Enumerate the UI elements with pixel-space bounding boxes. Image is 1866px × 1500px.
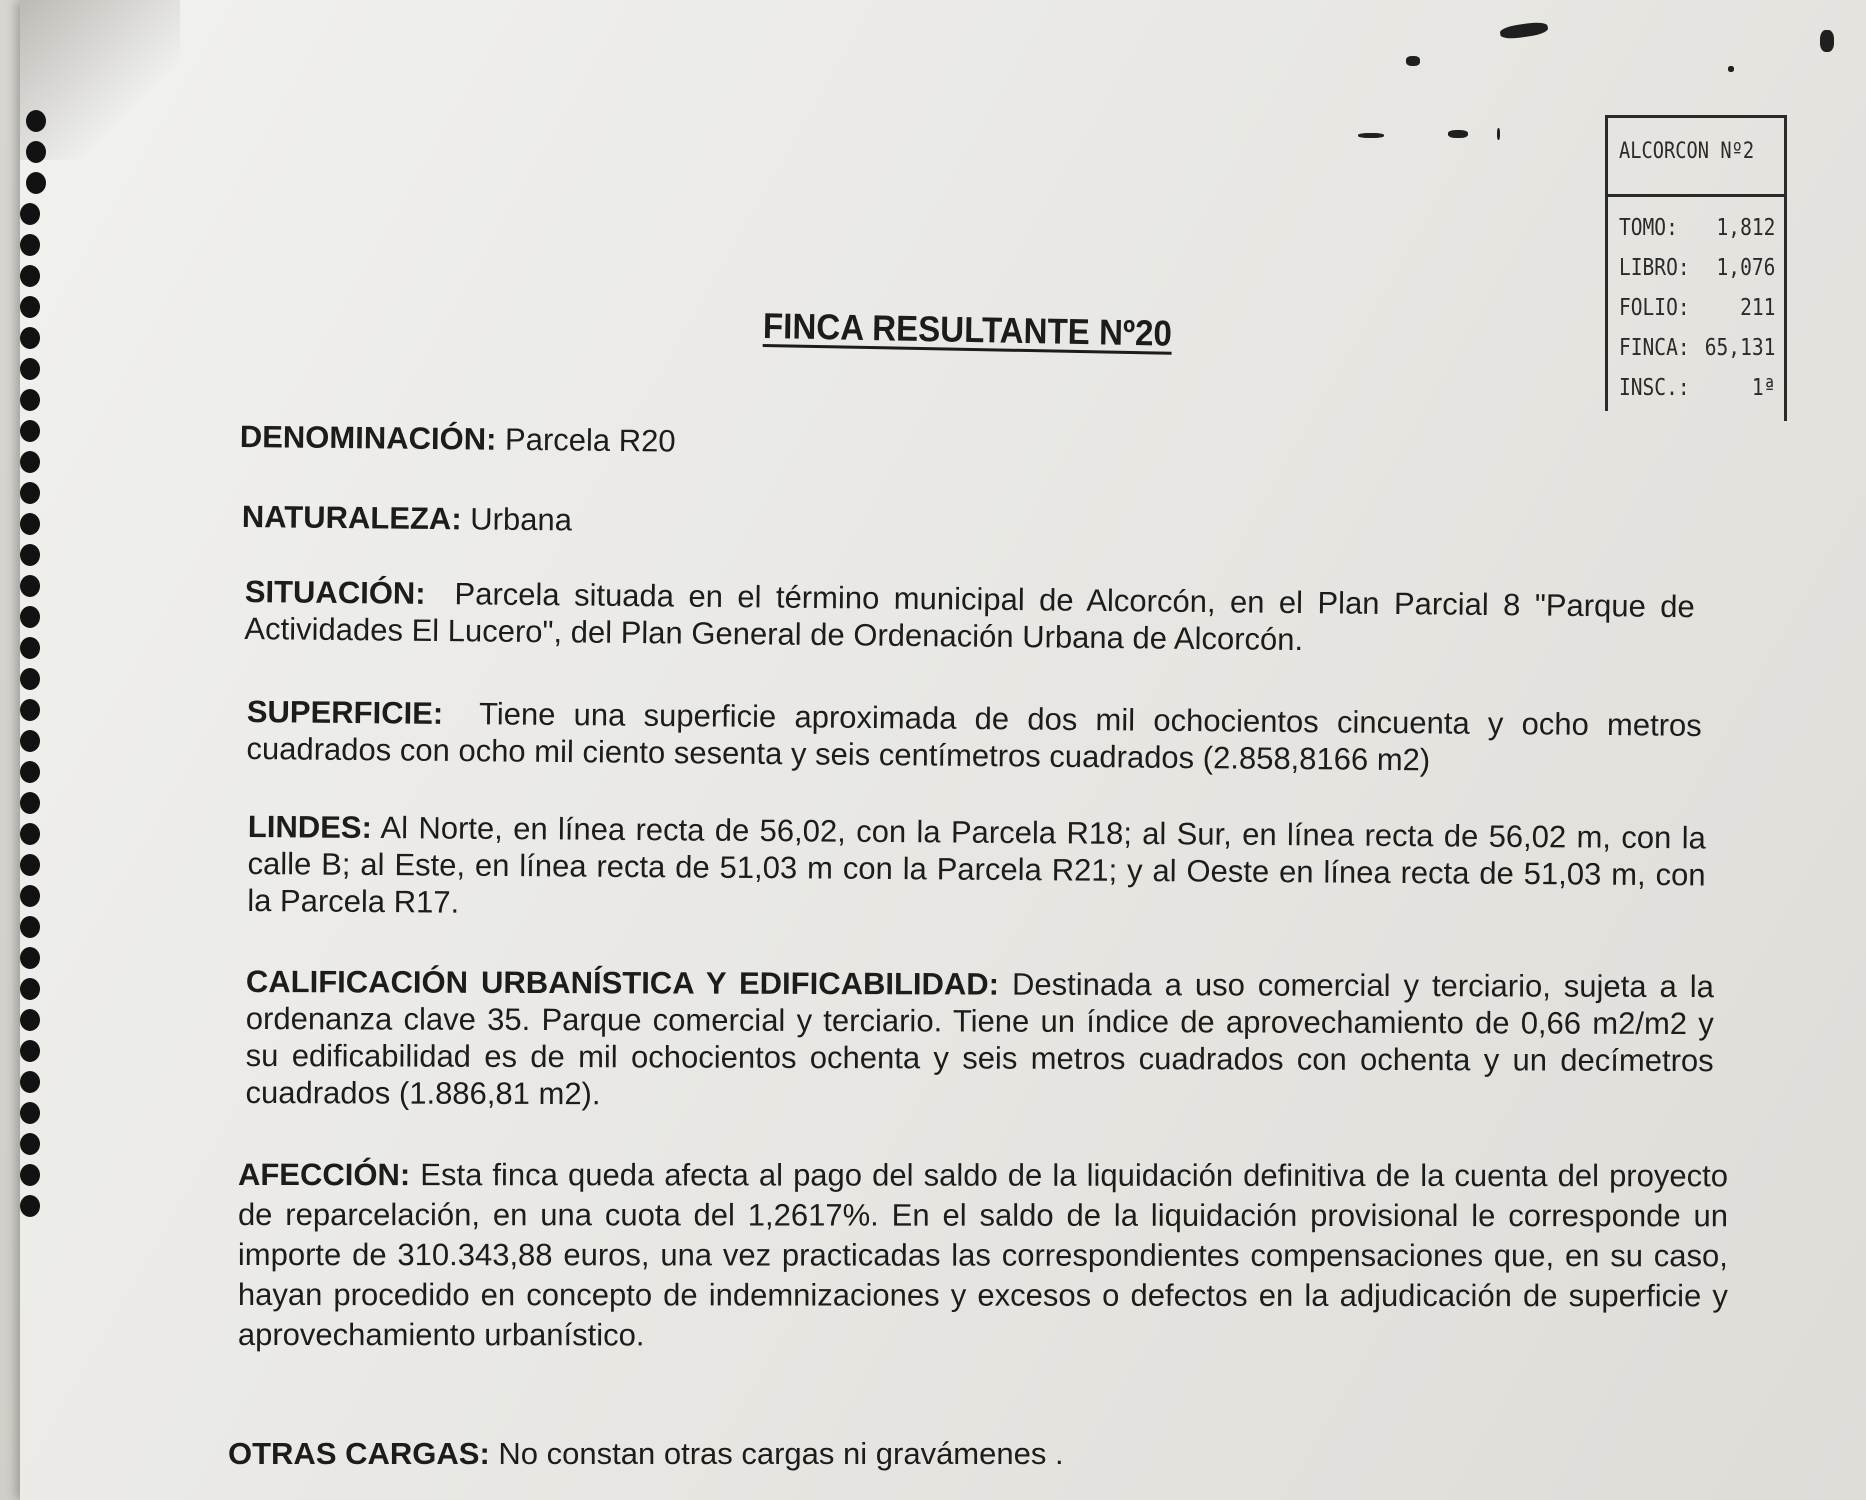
- section-text: Esta finca queda afecta al pago del saldo de la liquidación definitiva de la cuenta del proyecto de reparcelación, en una cuota del 1,2617%. En el saldo de la liquidación provisional le corresponde un importe de 310.343,88 euros, una vez practicadas las correspondientes compensaciones que, en su caso, hayan procedido en concepto de indemnizaciones y excesos o defectos en la adjudicación de superficie y aprovechamiento urbanístico.: [237, 1157, 1728, 1353]
- document-title: FINCA RESULTANTE Nº20: [762, 305, 1173, 354]
- registry-row-value: 65,131: [1704, 335, 1776, 361]
- section-label: SUPERFICIE:: [246, 693, 444, 731]
- section-denominacion: [240, 418, 1140, 464]
- section-calificacion: [245, 963, 1714, 1116]
- section-text: Tiene una superficie aproximada de dos mil ochocientos cincuenta y ocho metros cuadrados con ocho mil ciento sesenta y seis centímetros cuadrados (2.858,8166 m2): [246, 696, 1702, 778]
- registry-row-label: FOLIO:: [1619, 295, 1690, 321]
- section-label: LINDES:: [247, 808, 372, 845]
- registry-row-value: 1,076: [1716, 255, 1776, 281]
- section-otras-cargas: [228, 1435, 1428, 1472]
- section-label: OTRAS CARGAS:: [228, 1436, 490, 1471]
- registry-row-value: 211: [1740, 295, 1776, 321]
- registry-row-label: TOMO:: [1619, 215, 1678, 241]
- section-label: NATURALEZA:: [241, 498, 462, 537]
- section-text: Destinada a uso comercial y terciario, sujeta a la ordenanza clave 35. Parque comercial y terciario. Tiene un índice de aprovechamiento de 0,66 m2/m2 y su edificabilidad es de mil ochocientos ochenta y seis metros cuadrados con ochenta y un decímetros cuadrados (1.886,81 m2).: [245, 966, 1714, 1112]
- section-text: No constan otras cargas ni gravámenes .: [498, 1436, 1064, 1471]
- section-text: Al Norte, en línea recta de 56,02, con la Parcela R18; al Sur, en línea recta de 56,02 m, con la calle B; al Este, en línea recta de 51,03 m con la Parcela R21; y al Oeste en línea recta de 51,03 m, con la Parcela R17.: [247, 810, 1706, 920]
- registry-row-value: 1,812: [1716, 215, 1776, 241]
- registry-row-label: FINCA:: [1619, 335, 1690, 361]
- registry-row-value: 1ª: [1751, 375, 1776, 401]
- registry-office-name: ALCORCON Nº2: [1619, 139, 1755, 164]
- section-label: SITUACIÓN:: [244, 573, 426, 611]
- section-label: AFECCIÓN:: [237, 1157, 411, 1193]
- section-naturaleza: [242, 498, 1142, 544]
- section-situacion: [244, 573, 1695, 662]
- section-lindes: [247, 808, 1706, 930]
- section-text: Parcela R20: [504, 421, 676, 459]
- registry-row-label: LIBRO:: [1619, 255, 1690, 281]
- section-label: CALIFICACIÓN URBANÍSTICA Y EDIFICABILIDAD:: [245, 964, 1000, 1002]
- section-superficie: [246, 693, 1702, 781]
- section-text: Urbana: [470, 501, 573, 538]
- section-label: DENOMINACIÓN:: [239, 418, 497, 457]
- section-text: Parcela situada en el término municipal de Alcorcón, en el Plan Parcial 8 "Parque de Actividades El Lucero", del Plan General de Ordenación Urbana de Alcorcón.: [244, 576, 1695, 658]
- section-afeccion: [238, 1155, 1728, 1356]
- registry-row-label: INSC.:: [1619, 375, 1690, 401]
